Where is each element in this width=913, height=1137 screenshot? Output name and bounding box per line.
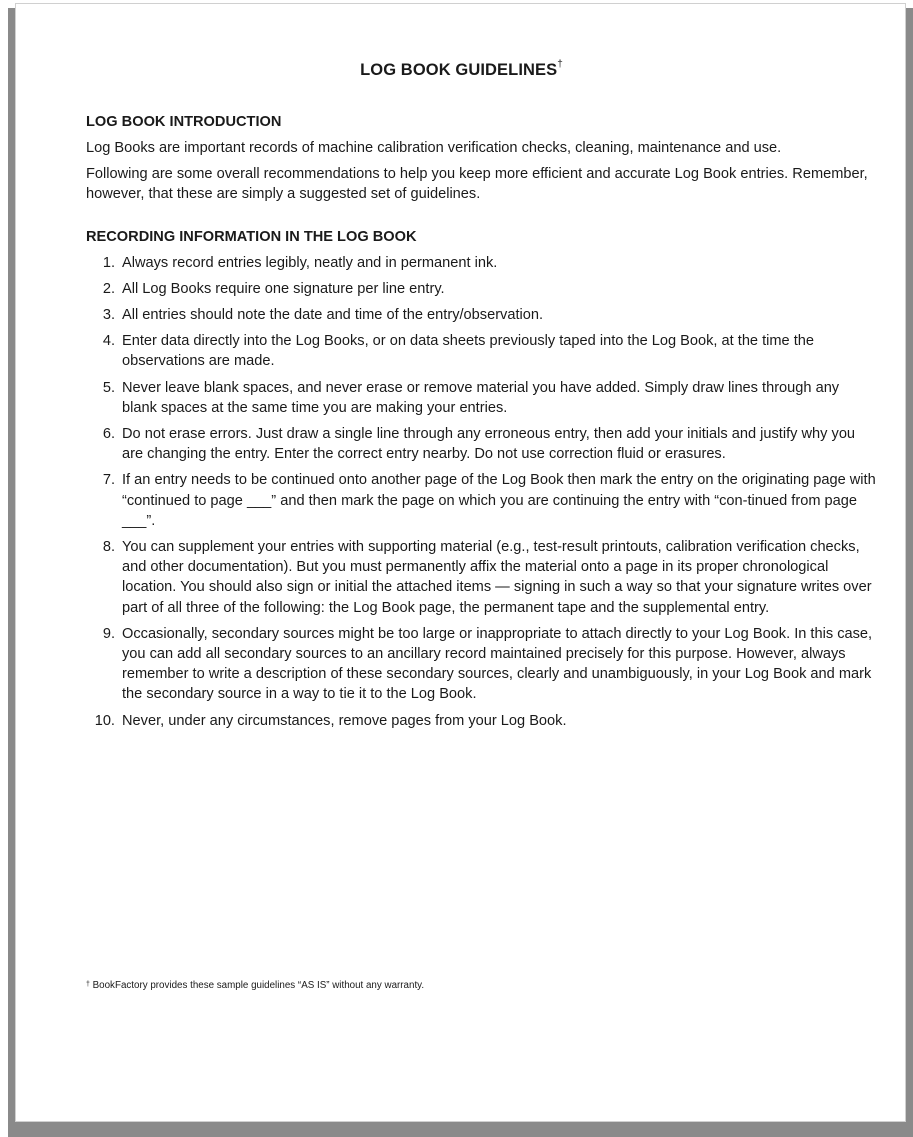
list-item-number: 6.	[102, 426, 115, 443]
footnote	[86, 980, 424, 992]
intro-heading: LOG BOOK INTRODUCTION	[86, 114, 282, 130]
list-item	[86, 331, 876, 371]
intro-paragraph-1: Log Books are important records of machine calibration verification checks, cleaning, maintenance and use.	[86, 140, 782, 156]
list-item-number: 4.	[102, 333, 115, 350]
list-item	[86, 253, 876, 273]
list-item-text: Do not erase errors. Just draw a single line through any erroneous entry, then add your initials and justify why you are changing the entry. Enter the correct entry nearby. Do not use correction fluid or erasures.	[122, 426, 856, 463]
list-item-text: All entries should note the date and time of the entry/observation.	[122, 307, 544, 324]
list-item	[86, 279, 876, 299]
list-item-text: Enter data directly into the Log Books, or on data sheets previously taped into the Log Book, at the time the observations are made.	[122, 333, 815, 370]
list-item-text: Never leave blank spaces, and never erase or remove material you have added. Simply draw lines through any blank spaces at the same time you are making your entries.	[122, 379, 840, 416]
recording-section	[86, 227, 876, 731]
list-item	[86, 305, 876, 325]
list-item-number: 5.	[102, 379, 115, 396]
list-item-text: You can supplement your entries with supporting material (e.g., test-result printouts, calibration verification checks, and other documentation). But you must permanently affix the material onto a page in its proper chronological location. You should also sign or initial the attached items — signing in such a way so that your signature writes over part of all three of the following: the Log Book page, the permanent tape and the supplemental entry.	[122, 539, 872, 616]
list-item	[86, 711, 876, 731]
title-footnote-mark: †	[557, 59, 563, 70]
list-item-number: 3.	[102, 307, 115, 324]
list-item	[86, 470, 876, 531]
page-title	[16, 61, 907, 80]
list-item-text: Occasionally, secondary sources might be too large or inappropriate to attach directly to your Log Book. In this case, you can add all secondary sources to an ancillary record maintained precisely for this purpose. However, always remember to write a description of these secondary sources, clearly and unambiguously, in your Log Book and mark the secondary source in a way to tie it to the Log Book.	[122, 625, 873, 703]
list-item	[86, 424, 876, 464]
list-item-number: 9.	[102, 625, 115, 642]
list-item	[86, 624, 876, 705]
list-item-number: 10.	[94, 712, 115, 729]
list-item-number: 8.	[102, 539, 115, 556]
guidelines-list	[86, 253, 876, 731]
list-item-text: Always record entries legibly, neatly and in permanent ink.	[122, 254, 498, 271]
document-body	[86, 112, 876, 737]
footnote-text: BookFactory provides these sample guidelines “AS IS” without any warranty.	[89, 980, 425, 991]
list-item-number: 1.	[102, 254, 115, 271]
intro-section	[86, 112, 876, 205]
list-item	[86, 378, 876, 418]
list-item-text: All Log Books require one signature per line entry.	[122, 280, 445, 297]
list-item-number: 7.	[102, 472, 115, 489]
list-item-number: 2.	[102, 280, 115, 297]
recording-heading: RECORDING INFORMATION IN THE LOG BOOK	[86, 228, 417, 245]
intro-paragraph-2: Following are some overall recommendations to help you keep more efficient and accurate Log Book entries. Remember, however, that these are simply a suggested set of guidelines.	[86, 166, 868, 203]
list-item-text: Never, under any circumstances, remove pages from your Log Book.	[122, 712, 567, 729]
page-title-text: LOG BOOK GUIDELINES	[360, 61, 558, 79]
list-item	[86, 537, 876, 618]
list-item-text: If an entry needs to be continued onto another page of the Log Book then mark the entry on the originating page with “continued to page ___” and then mark the page on which you are continuing the entry with “con-tinued from page ___”.	[122, 472, 876, 529]
document-page	[15, 3, 906, 1122]
footnote-mark: †	[86, 981, 90, 988]
